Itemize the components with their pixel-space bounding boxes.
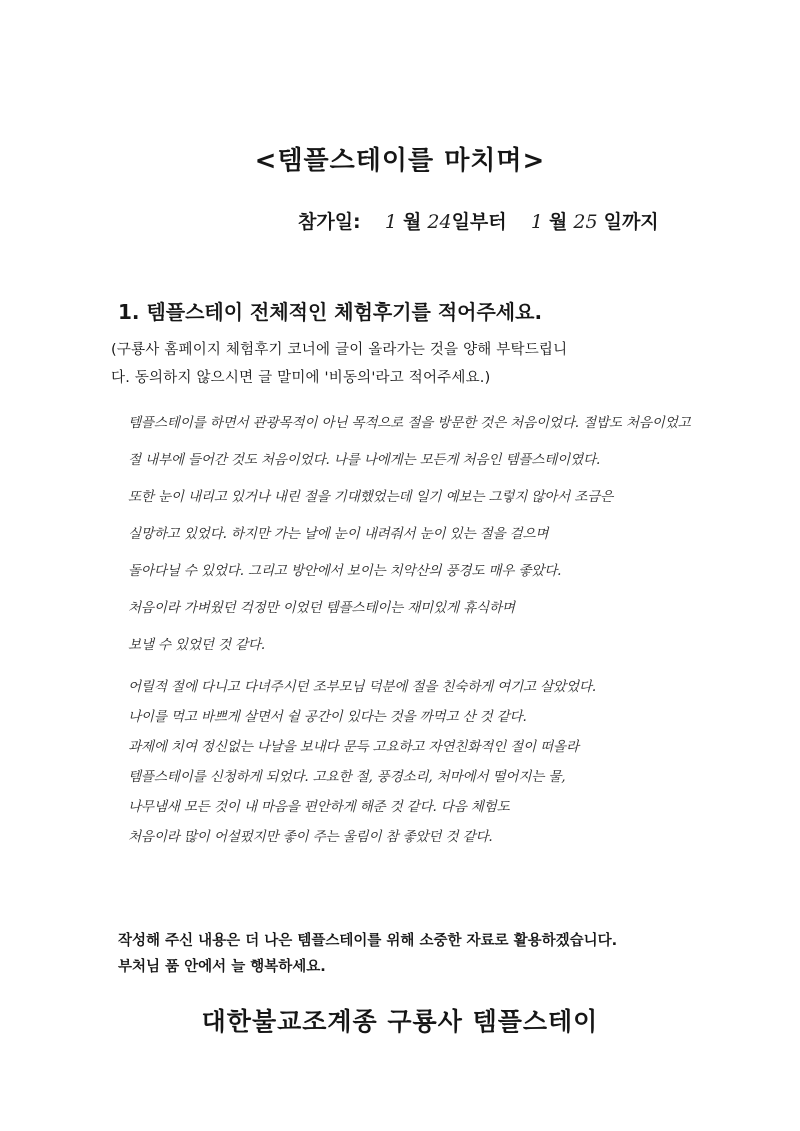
footer-note: [118, 928, 617, 980]
end-day-value: 25: [573, 211, 598, 233]
start-month-unit: 월: [402, 211, 422, 233]
end-month-unit: 월: [548, 211, 568, 233]
to-text: 일까지: [603, 211, 659, 233]
handwritten-line: 보낼 수 있었던 것 같다.: [128, 637, 265, 653]
handwritten-line: 절 내부에 들어간 것도 처음이었다. 나를 나에게는 모든게 처음인 템플스테이였다.: [128, 452, 601, 468]
question-note: [111, 336, 701, 392]
participation-label: 참가일:: [298, 211, 361, 233]
handwritten-line: 돌아다닐 수 있었다. 그리고 방안에서 보이는 치악산의 풍경도 매우 좋았다.: [128, 563, 562, 579]
handwritten-line: 어릴적 절에 다니고 다녀주시던 조부모님 덕분에 절을 친숙하게 여기고 살았었다.: [128, 679, 596, 695]
handwritten-response-paragraph-2: [128, 672, 698, 852]
question-note-line: 다. 동의하지 않으시면 글 말미에 '비동의'라고 적어주세요.): [111, 370, 491, 386]
handwritten-line: 나이를 먹고 바쁘게 살면서 쉴 공간이 있다는 것을 까먹고 산 것 같다.: [128, 709, 527, 725]
question-note-line: (구룡사 홈페이지 체험후기 코너에 글이 올라가는 것을 양해 부탁드립니: [111, 342, 568, 358]
handwritten-line: 템플스테이를 하면서 관광목적이 아닌 목적으로 절을 방문한 것은 처음이었다. 절밥도 처음이었고: [128, 415, 691, 431]
question-title: 1. 템플스테이 전체적인 체험후기를 적어주세요.: [118, 300, 543, 324]
handwritten-line: 템플스테이를 신청하게 되었다. 고요한 절, 풍경소리, 처마에서 떨어지는 물,: [128, 769, 566, 785]
page-title: <템플스테이를 마치며>: [254, 146, 546, 176]
footer-note-line: 작성해 주신 내용은 더 나은 템플스테이를 위해 소중한 자료로 활용하겠습니다.: [118, 933, 618, 949]
handwritten-response-paragraph-1: [128, 405, 698, 664]
handwritten-line: 실망하고 있었다. 하지만 가는 날에 눈이 내려줘서 눈이 있는 절을 걸으며: [128, 526, 549, 542]
footer-note-line: 부처님 품 안에서 늘 행복하세요.: [118, 959, 326, 975]
handwritten-line: 또한 눈이 내리고 있거나 내린 절을 기대했었는데 일기 예보는 그렇지 않아서 조금은: [128, 489, 614, 505]
start-day-value: 24: [427, 211, 452, 233]
from-text: 일부터: [451, 211, 507, 233]
end-month-value: 1: [530, 211, 543, 233]
handwritten-line: 처음이라 많이 어설펐지만 좋이 주는 울림이 참 좋았던 것 같다.: [128, 829, 493, 845]
participation-dates: [298, 207, 659, 234]
organization-name: 대한불교조계종 구룡사 템플스테이: [201, 1007, 599, 1036]
handwritten-line: 처음이라 가벼웠던 걱정만 이었던 템플스테이는 재미있게 휴식하며: [128, 600, 515, 616]
handwritten-line: 나무냄새 모든 것이 내 마음을 편안하게 해준 것 같다. 다음 체험도: [128, 799, 510, 815]
start-month-value: 1: [384, 211, 397, 233]
handwritten-line: 과제에 치여 정신없는 나날을 보내다 문득 고요하고 자연친화적인 절이 떠올라: [128, 739, 579, 755]
